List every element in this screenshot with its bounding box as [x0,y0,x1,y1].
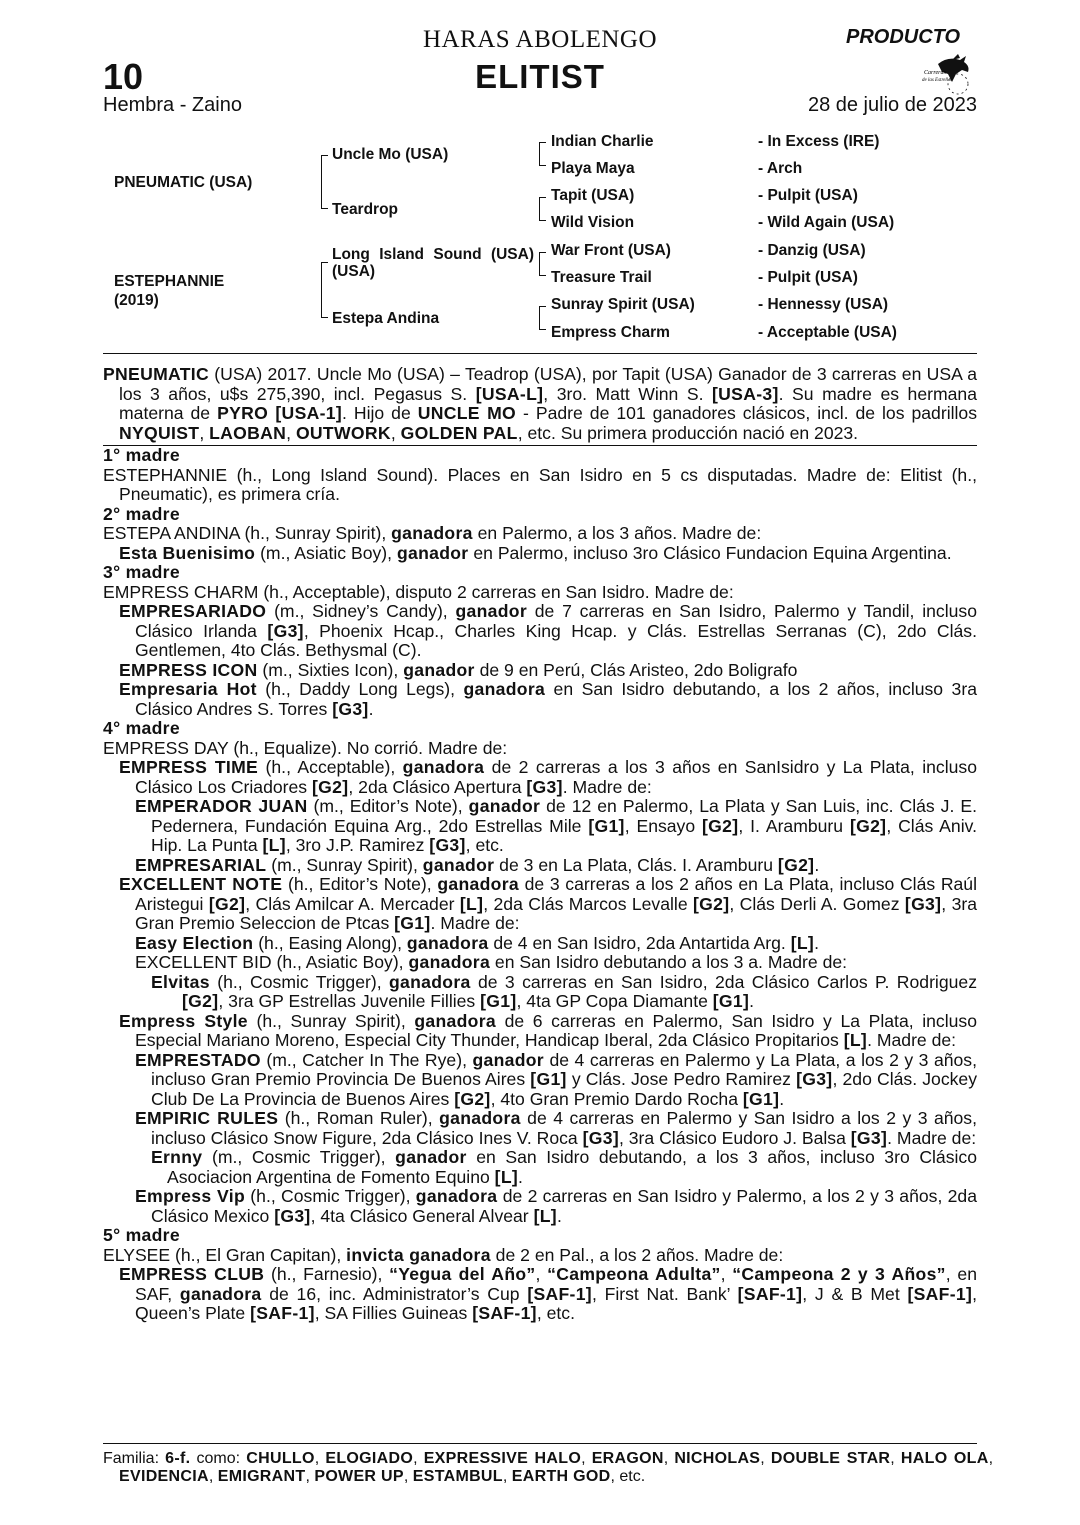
catalogue-body [103,365,977,1324]
pedigree-g3: Tapit (USA) [551,187,635,204]
produce-entry: Empress Style (h., Sunray Spirit), ganadora de 6 carreras en Palermo, San Isidro y La Plata, incluso Especial Mariano Moreno, Especial City Thunder, Handicap Iberal, 2da Clásico Propitarios [L]. Madre de: [119,1010,977,1050]
pedigree-g4: - Danzig (USA) [758,242,866,260]
pedigree-g4: - Hennessy (USA) [758,296,888,314]
produce-entry: EMPRESARIAL (m., Sunray Spirit), ganador de 3 en La Plata, Clás. I. Aramburu [G2]. [135,854,820,875]
produce-entry: Esta Buenisimo (m., Asiatic Boy), ganador en Palermo, incluso 3ro Clásico Fundacion Equina Argentina. [119,542,952,563]
pedigree-g4: - Pulpit (USA) [758,269,858,287]
lot-number: 10 [103,56,144,97]
produce-entry: EMPRESS TIME (h., Acceptable), ganadora de 2 carreras a los 3 años en SanIsidro y La Plata, incluso Clásico Los Criadores [G2], 2da Clásico Apertura [G3]. Madre de: [119,757,977,797]
logo [908,52,978,96]
produce-entry: EMPIRIC RULES (h., Roman Ruler), ganadora de 4 carreras en Palermo y San Isidro a los 2 y 3 años, incluso Clásico Snow Figure, 2da Clásico Ines V. Roca [G3], 3ra Clásico Eudoro J. Balsa [G3]. Madre de: [135,1108,977,1148]
footer-divider [103,1443,977,1444]
pedigree-g3: War Front (USA) [551,242,671,259]
section-label: PRODUCTO [846,26,961,48]
pedigree-g2: Long Island Sound (USA) [332,246,534,263]
pedigree-g2: (USA) [332,263,376,280]
pedigree-g3: Wild Vision [551,214,635,231]
pedigree-g2: Uncle Mo (USA) [332,146,449,163]
produce-entry: EXCELLENT NOTE (h., Editor’s Note), ganadora de 3 carreras a los 2 años en La Plata, incluso Clás Raúl Aristegui [G2], Clás Amilcar A. Mercader [L], 2da Clás Marcos Levalle [G2], Clás Derli A. Gomez [G3], 3ra Gran Premio Seleccion de Ptcas [G1]. Madre de: [119,874,977,933]
dam-5-text: ELYSEE (h., El Gran Capitan), invicta ganadora de 2 en Pal., a los 2 años. Madre de: [103,1244,784,1265]
pedigree-g2: Estepa Andina [332,310,440,327]
dam-1-heading: 1° madre [103,445,180,465]
pedigree-g2: Teardrop [332,201,399,218]
pedigree-g4: - Pulpit (USA) [758,187,858,205]
pedigree-g4: - In Excess (IRE) [758,133,879,151]
dam-4-text: EMPRESS DAY (h., Equalize). No corrió. Madre de: [103,737,508,758]
produce-entry: EMPERADOR JUAN (m., Editor’s Note), ganador de 12 en Palermo, La Plata y San Luis, inc. Clás J. E. Pedernera, Fundación Equina Arg., 2do Estrellas Mile [G1], Ensayo [G2], I. Aramburu [G2], Clás Aniv. Hip. La Punta [L], 3ro J.P. Ramirez [G3], etc. [135,796,977,855]
svg-text:de las Estrellas: de las Estrellas [922,78,953,83]
dam-1-text: ESTEPHANNIE (h., Long Island Sound). Places en San Isidro en 5 cs disputadas. Madre de: Elitist (h., Pneumatic), es primera cría. [103,464,977,504]
pedigree-g4: - Acceptable (USA) [758,324,897,342]
family-footer: Familia: 6-f. como: CHULLO, ELOGIADO, EXPRESSIVE HALO, ERAGON, NICHOLAS, DOUBLE STAR, HALO OLA, EVIDENCIA, EMIGRANT, POWER UP, ESTAMBUL, EARTH GOD, etc. [103,1450,994,1485]
pedigree-g3: Playa Maya [551,160,635,177]
dam-2-text: ESTEPA ANDINA (h., Sunray Spirit), ganadora en Palermo, a los 3 años. Madre de: [103,523,762,543]
dam-2-heading: 2° madre [103,503,180,524]
pedigree-g3: Indian Charlie [551,133,654,150]
produce-entry: EXCELLENT BID (h., Asiatic Boy), ganadora en San Isidro debutando a los 3 a. Madre de: [135,952,848,972]
birth-date: 28 de julio de 2023 [807,94,977,116]
pedigree-g3: Empress Charm [551,324,670,341]
pedigree-g4: - Wild Again (USA) [758,214,894,232]
pedigree-g4: - Arch [758,160,802,178]
pedigree-g3: Treasure Trail [551,269,652,286]
produce-entry: Easy Election (h., Easing Along), ganadora de 4 en San Isidro, 2da Antartida Arg. [L]. [135,932,819,953]
dam-3-heading: 3° madre [103,562,180,582]
dam-3-text: EMPRESS CHARM (h., Acceptable), disputo 2 carreras en San Isidro. Madre de: [103,581,734,602]
produce-entry: Elvitas (h., Cosmic Trigger), ganadora de 3 carreras en San Isidro, 2da Clásico Carlos P. Rodriguez [G2], 3ra GP Estrellas Juvenile Fillies [G1], 4ta GP Copa Diamante [G1]. [151,971,977,1011]
stud-name: HARAS ABOLENGO [422,26,658,53]
produce-entry: Empresaria Hot (h., Daddy Long Legs), ganadora en San Isidro debutando, a los 2 años, incluso 3ra Clásico Andres S. Torres [G3]. [119,679,977,719]
produce-entry: EMPRESS ICON (m., Sixties Icon), ganador de 9 en Perú, Clás Aristeo, 2do Boligrafo [119,659,798,680]
produce-entry: EMPRESARIADO (m., Sidney’s Candy), ganador de 7 carreras en San Isidro, Palermo y Tandil, incluso Clásico Irlanda [G3], Phoenix Hcap., Charles King Hcap. y Clás. Estrellas Serranas (C), 2do Clás. Gentlemen, 4to Clás. Bethysmal (C). [119,601,977,660]
dam-5-heading: 5° madre [103,1225,180,1245]
pedigree-dam: ESTEPHANNIE [114,273,225,290]
svg-text:Carreras: Carreras [924,70,946,76]
produce-entry: Ernny (m., Cosmic Trigger), ganador en San Isidro debutando, a los 3 años, incluso 3ro Clásico Asociacion Argentina de Fomento Equino [L]. [151,1147,978,1187]
dam-4-heading: 4° madre [103,718,180,738]
pedigree-dam-year: (2019) [114,292,159,309]
sire-paragraph: PNEUMATIC (USA) 2017. Uncle Mo (USA) – Teadrop (USA), por Tapit (USA) Ganador de 3 carreras en USA a los 3 años, u$s 275,390, incl. Pegasus S. [USA-L], 3ro. Matt Winn S. [USA-3]. Su madre es hermana materna de PYRO [USA-1]. Hijo de UNCLE MO - Padre de 101 ganadores clásicos, incl. de los padrillos NYQUIST, LAOBAN, OUTWORK, GOLDEN PAL, etc. Su primera producción nació en 2023. [103,364,978,443]
produce-entry: EMPRESS CLUB (h., Farnesio), “Yegua del Año”, “Campeona Adulta”, “Campeona 2 y 3 Años”, en SAF, ganadora de 16, inc. Administrator’s Cup [SAF-1], First Nat. Bank’ [SAF-1], J & B Met [SAF-1], Queen’s Plate [SAF-1], SA Fillies Guineas [SAF-1], etc. [119,1264,978,1323]
sex-color: Hembra - Zaino [103,94,242,116]
pedigree-sire: PNEUMATIC (USA) [114,174,253,191]
pedigree-g3: Sunray Spirit (USA) [551,296,695,313]
produce-entry: EMPRESTADO (m., Catcher In The Rye), ganador de 4 carreras en Palermo y La Plata, a los 2 y 3 años, incluso Gran Premio Provincia De Buenos Aires [G1] y Clás. Jose Pedro Ramirez [G3], 2do Clás. Jockey Club De La Provincia de Buenos Aires [G2], 4to Gran Premio Dardo Rocha [G1]. [135,1049,977,1109]
divider [103,353,977,354]
horse-name: ELITIST [475,58,605,95]
produce-entry: Empress Vip (h., Cosmic Trigger), ganadora de 2 carreras en San Isidro y Palermo, a los 2 y 3 años, 2da Clásico Mexico [G3], 4ta Clásico General Alvear [L]. [135,1186,977,1226]
